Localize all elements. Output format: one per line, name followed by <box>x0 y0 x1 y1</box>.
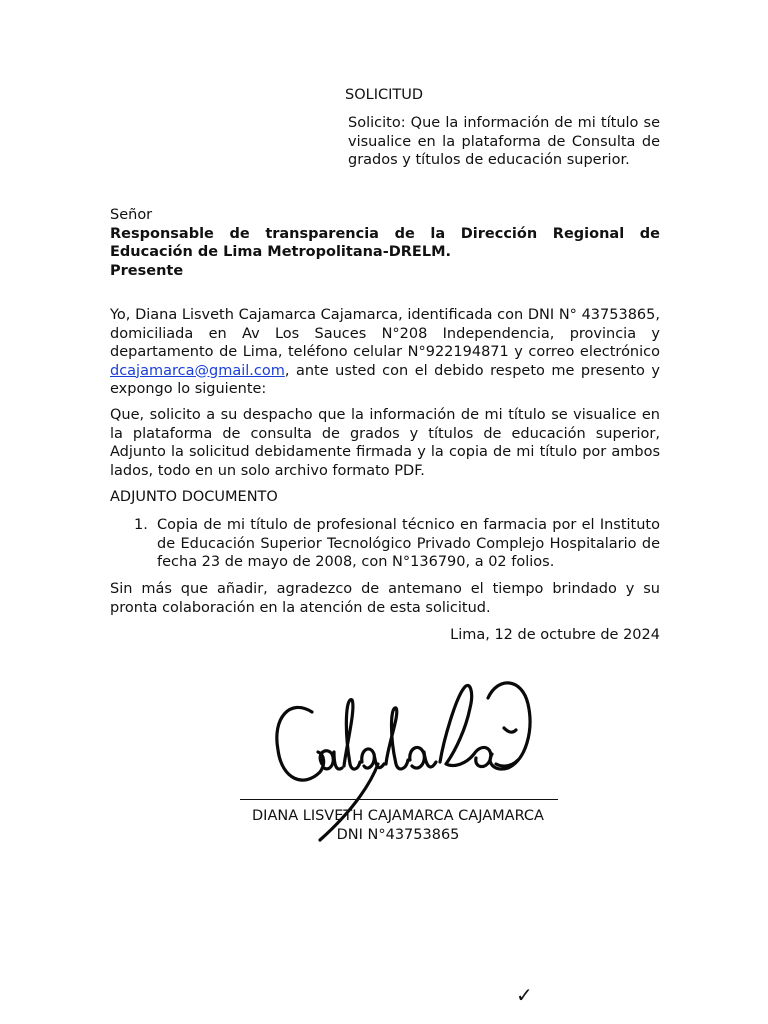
paragraph-identification <box>110 306 660 399</box>
paragraph-identification-end: , ante usted con el debido respeto me presento y expongo lo siguiente: <box>110 362 660 397</box>
closing-word: Presente <box>110 262 184 279</box>
salutation: Señor <box>110 207 153 223</box>
email-link[interactable]: dcajamarca@gmail.com <box>110 362 285 379</box>
signer-name: DIANA LISVETH CAJAMARCA CAJAMARCA <box>252 808 544 824</box>
signer-dni: DNI N°43753865 <box>336 827 460 843</box>
attachments-heading: ADJUNTO DOCUMENTO <box>110 489 278 505</box>
list-item <box>134 516 660 572</box>
document-title: SOLICITUD <box>345 87 424 103</box>
request-summary: Solicito: Que la información de mi título se visualice en la plataforma de Consulta de grados y títulos de educación superior. <box>348 115 660 168</box>
paragraph-closing: Sin más que añadir, agradezco de antemano el tiempo brindado y su pronta colaboración en la atención de esta solicitud. <box>110 581 660 616</box>
paragraph-request: Que, solicito a su despacho que la información de mi título se visualice en la plataforma de consulta de grados y títulos de educación superior, Adjunto la solicitud debidamente firmada y la copia de mi título por ambos lados, todo en un solo archivo formato PDF. <box>110 407 660 479</box>
signature-line <box>240 799 558 800</box>
list-item-text: Copia de mi título de profesional técnico en farmacia por el Instituto de Educación Superior Tecnológico Privado Complejo Hospitalario de fecha 23 de mayo de 2008, con N°136790, a 02 folios. <box>157 517 660 570</box>
check-mark-icon: ✓ <box>516 983 533 1007</box>
list-item-number: 1. <box>134 517 148 533</box>
addressee-block <box>110 206 660 280</box>
recipient: Responsable de transparencia de la Dirección Regional de Educación de Lima Metropolitana-DRELM. <box>110 225 660 260</box>
document-date: Lima, 12 de octubre de 2024 <box>450 627 660 643</box>
paragraph-identification-start: Yo, Diana Lisveth Cajamarca Cajamarca, identificada con DNI N° 43753865, domiciliada en Av Los Sauces N°208 Independencia, provincia y departamento de Lima, teléfono celular N°922194871 y correo electrónico <box>110 307 660 360</box>
